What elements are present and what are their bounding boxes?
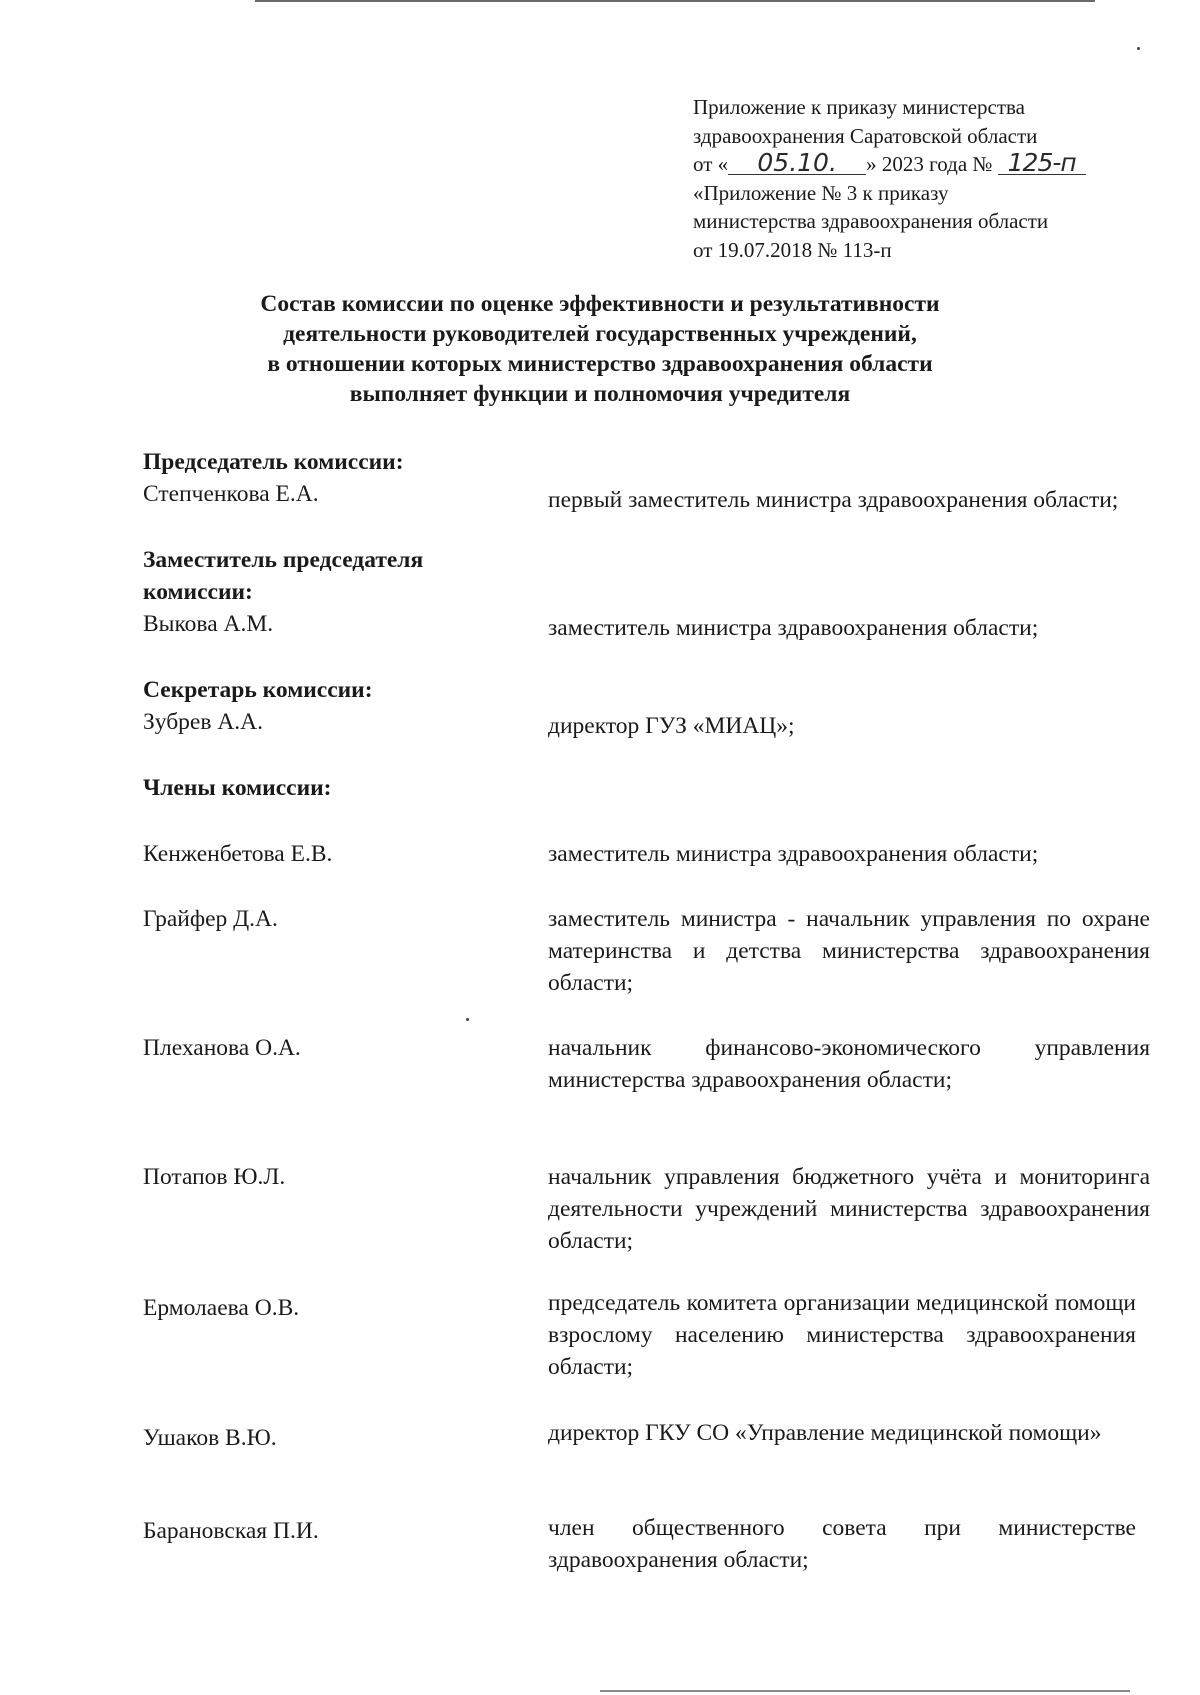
member-role: директор ГКУ СО «Управление медицинской помощи»	[548, 1420, 1102, 1446]
chair-name: Степченкова Е.А.	[143, 481, 319, 507]
date-middle: » 2023 года №	[866, 152, 993, 176]
chair-heading-text: Председатель комиссии:	[143, 449, 404, 475]
member-role: заместитель министра здравоохранения области;	[548, 841, 1039, 867]
deputy-heading-line-1: Заместитель председателя	[143, 547, 424, 573]
appendix-header	[693, 93, 1133, 264]
members-heading	[143, 772, 331, 804]
appendix-line-1: Приложение к приказу министерства	[693, 95, 1025, 119]
title-line-2: деятельности руководителей государственных учреждений,	[283, 321, 917, 347]
scan-edge-bottom	[600, 1690, 1130, 1692]
secretary-heading	[143, 674, 373, 706]
chair-role: первый заместитель министра здравоохранения области;	[548, 487, 1119, 513]
deputy-heading-line-2: комиссии:	[143, 579, 253, 605]
member-role: председатель комитета организации медицинской помощи взрослому населению министерства здравоохранения области;	[548, 1290, 1136, 1380]
deputy-role: заместитель министра здравоохранения области;	[548, 615, 1039, 641]
member-role: член общественного совета при министерстве здравоохранения области;	[548, 1515, 1136, 1573]
deputy-name: Выкова А.М.	[143, 611, 274, 637]
scan-speck	[466, 1018, 469, 1021]
member-role: начальник финансово-экономического управления министерства здравоохранения области;	[548, 1035, 1150, 1093]
member-name: Барановская П.И.	[143, 1518, 319, 1544]
member-name: Ермолаева О.В.	[143, 1295, 300, 1321]
document-title	[150, 289, 1050, 409]
member-role: начальник управления бюджетного учёта и мониторинга деятельности учреждений министерства здравоохранения области;	[548, 1164, 1150, 1254]
chair-heading	[143, 446, 404, 478]
title-line-4: выполняет функции и полномочия учредителя	[349, 381, 851, 407]
member-name: Грайфер Д.А.	[143, 906, 278, 932]
member-role: заместитель министра - начальник управления по охране материнства и детства министерства здравоохранения области;	[548, 906, 1150, 996]
member-name: Кенженбетова Е.В.	[143, 841, 333, 867]
member-name: Ушаков В.Ю.	[143, 1425, 277, 1451]
secretary-role: директор ГУЗ «МИАЦ»;	[548, 713, 795, 739]
scan-edge-top	[255, 0, 1095, 2]
appendix-date-line	[693, 150, 1133, 179]
member-name: Плеханова О.А.	[143, 1035, 301, 1061]
appendix-line-6: от 19.07.2018 № 113-п	[693, 237, 892, 262]
title-line-3: в отношении которых министерство здравоохранения области	[267, 351, 933, 377]
member-name: Потапов Ю.Л.	[143, 1164, 286, 1190]
members-heading-text: Члены комиссии:	[143, 775, 332, 801]
handwritten-date: 05.10.	[728, 152, 866, 175]
deputy-heading	[143, 544, 423, 608]
title-line-1: Состав комиссии по оценке эффективности и результативности	[260, 291, 940, 317]
appendix-line-5: министерства здравоохранения области	[693, 209, 1049, 233]
secretary-heading-text: Секретарь комиссии:	[143, 677, 373, 703]
secretary-name: Зубрев А.А.	[143, 709, 264, 735]
appendix-line-4: «Приложение № 3 к приказу	[693, 180, 949, 205]
handwritten-order-number: 125-п	[998, 152, 1086, 175]
date-prefix: от «	[693, 152, 729, 176]
appendix-line-2: здравоохранения Саратовской области	[693, 123, 1038, 148]
scan-speck	[1137, 47, 1140, 50]
